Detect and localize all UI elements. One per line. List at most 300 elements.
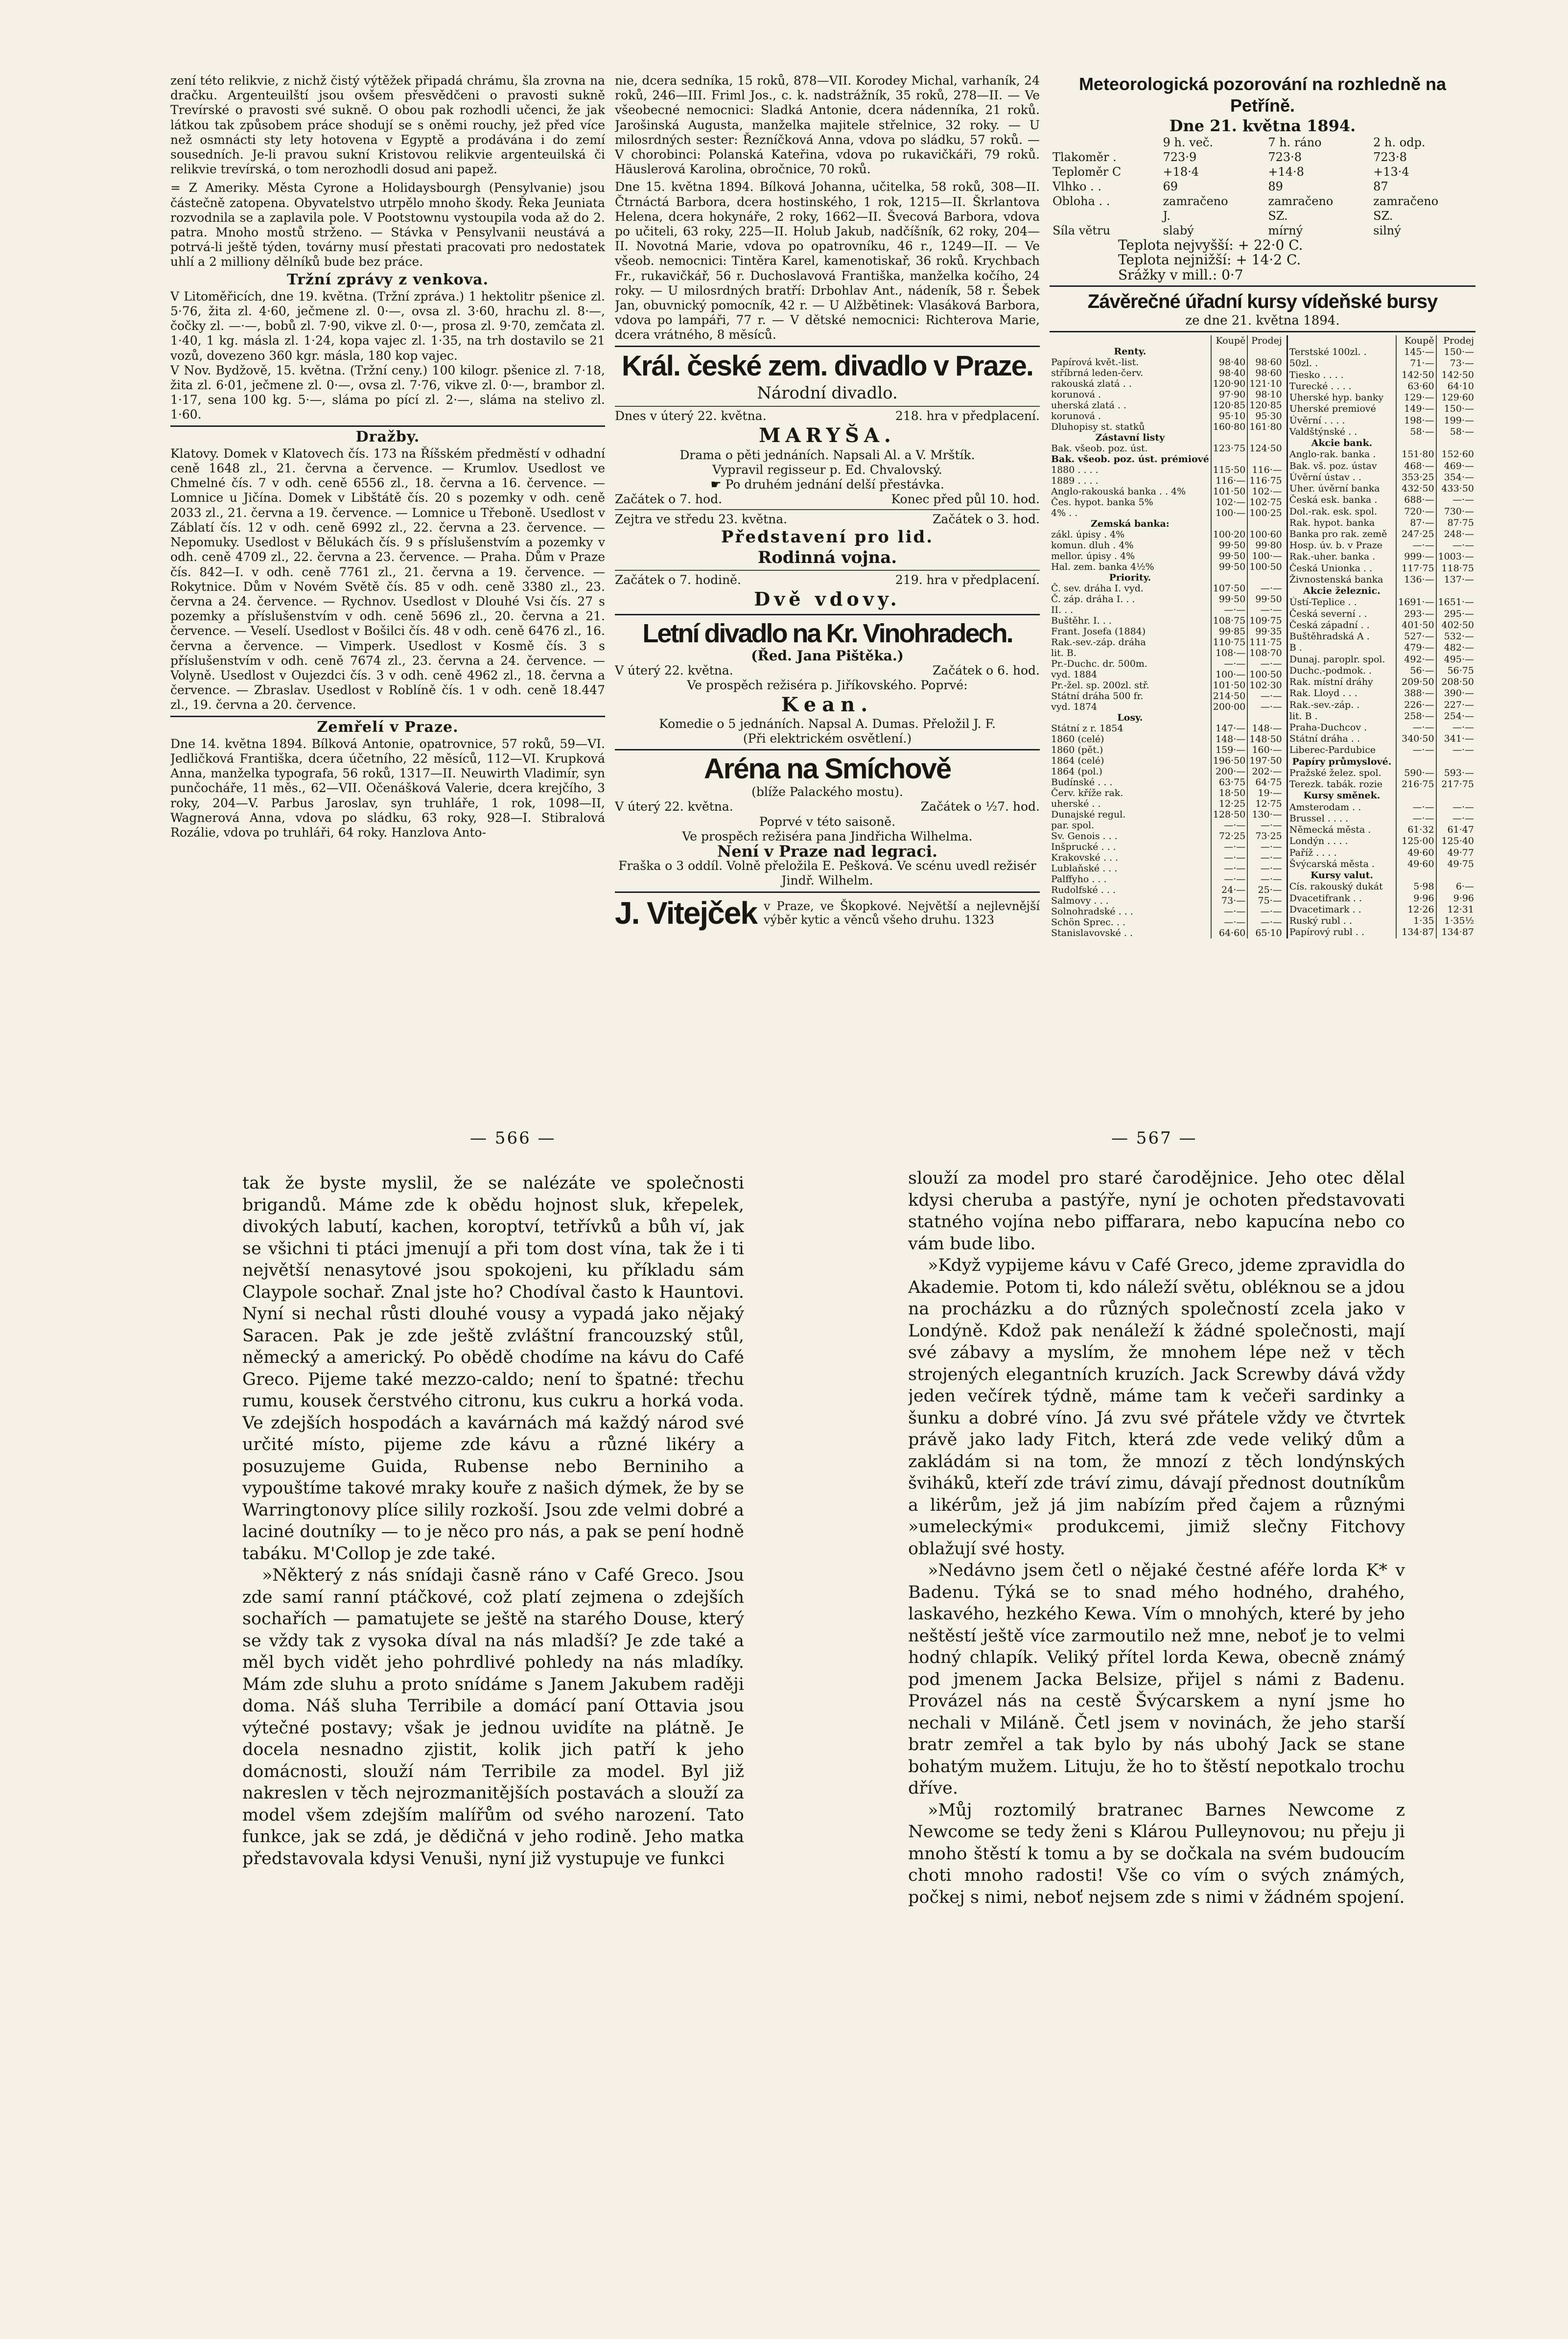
meteo-value: slabý [1163, 224, 1194, 238]
bursa-sell: 469·— [1436, 461, 1475, 472]
arena-benefit: Ve prospěch režiséra pana Jindřicha Wilhelma. [682, 829, 973, 843]
bursa-label: zákl. úpisy . 4% [1051, 529, 1125, 540]
bursa-sell: 148·50 [1247, 734, 1283, 745]
trade-bydzov: V Nov. Bydžově, 15. května. (Tržní ceny.) 100 kilogr. pšenice zl. 7·18, žita zl. 6·01, ječmene zl. 0·—, ovsa zl. 7·76, vikve zl. 0·—, brambor zl. 1·17, sena 100 kg. 5·—, sláma po pící zl. 2·—, sláma na stelivo zl. 1·60. [170, 363, 605, 422]
meteo-value: +18·4 [1163, 165, 1199, 179]
bursa-buy: 123·75 [1211, 443, 1247, 454]
bursa-row [1287, 608, 1475, 620]
bursa-sell: 148·— [1247, 723, 1283, 734]
bursa-sell: —·— [1436, 540, 1475, 551]
bursa-sell: —·— [1247, 691, 1283, 702]
bursa-sell: 100·— [1247, 551, 1283, 561]
bursa-sell: 49·75 [1436, 859, 1475, 870]
bursa-sell: —·— [1247, 658, 1283, 669]
bursa-buy: 198·— [1396, 415, 1436, 426]
summer-theatre-title: Letní divadlo na Kr. Vinohradech. [642, 619, 1012, 649]
bursa-buy: 1·35 [1396, 915, 1436, 927]
bursa-label: Česká severní . . [1289, 608, 1367, 619]
bursa-row [1287, 836, 1475, 847]
bursa-buy: 688·— [1396, 494, 1436, 506]
bursa-buy: 72·25 [1211, 831, 1247, 842]
bursa-row [1287, 665, 1475, 677]
t1-start: Začátek o 7. hod. [615, 492, 723, 507]
novel-left-page [242, 1172, 744, 2274]
bursa-row [1287, 563, 1475, 574]
bursa-label: Akcie bank. [1311, 438, 1373, 449]
bursa-sell: —·— [1436, 722, 1475, 733]
bursa-row [1050, 497, 1284, 508]
bursa-row [1287, 813, 1475, 824]
bursa-sell: 248·— [1436, 529, 1475, 540]
bursa-label: Solnohradské . . . [1051, 906, 1133, 917]
bursa-buy: —·— [1396, 745, 1436, 756]
bursa-label: Čes. hypot. banka 5% [1051, 497, 1153, 508]
column-1 [170, 73, 605, 1109]
bursa-row [1287, 347, 1475, 358]
bursa-row [1050, 389, 1284, 400]
bursa-date: ze dne 21. května 1894. [1185, 313, 1340, 328]
bursa-sell: 208·50 [1436, 677, 1475, 688]
bursa-sell: 100·50 [1247, 669, 1283, 680]
theatre-title: Král. české zem. divadlo v Praze. [622, 350, 1033, 382]
bursa-label: Inšprucké . . . [1051, 842, 1116, 853]
bursa-sell: 73·— [1436, 358, 1475, 369]
meteo-row [1050, 179, 1475, 194]
bursa-sell: 56·75 [1436, 665, 1475, 677]
bursa-buy: —·— [1211, 852, 1247, 863]
bursa-label: Dvacetifrank . . [1289, 892, 1362, 904]
bursa-sell: 12·31 [1436, 904, 1475, 915]
bursa-label: stříbrná leden-červ. [1051, 368, 1144, 379]
bursa-label: Terezk. tabák. rozie [1289, 779, 1383, 790]
bursa-sell: —·— [1247, 820, 1283, 831]
meteo-value: 89 [1268, 180, 1283, 194]
bursa-label: Schön Sprec. . . [1051, 917, 1125, 928]
bursa-sell: 402·50 [1436, 620, 1475, 631]
bursa-label: Ústí-Teplice . . [1289, 597, 1357, 608]
bursa-row [1050, 368, 1284, 378]
column-3 [1050, 73, 1475, 1109]
meteo-value: +13·4 [1373, 165, 1409, 179]
bursa-sell: 116·75 [1247, 475, 1283, 486]
bursa-sell: 124·50 [1247, 443, 1283, 454]
bursa-buy: 388·— [1396, 688, 1436, 699]
sell-header: Prodej [1247, 335, 1283, 346]
bursa-sell: 217·75 [1436, 779, 1475, 790]
bursa-buy: 99·50 [1211, 551, 1247, 561]
bursa-row [1287, 403, 1475, 415]
bursa-buy: 101·50 [1211, 680, 1247, 691]
bursa-sell: 197·50 [1247, 755, 1283, 766]
bursa-label: Kursy valut. [1310, 870, 1373, 881]
meteo-row [1050, 223, 1475, 238]
bursa-buy: 148·— [1211, 734, 1247, 745]
meteo-label: Síla větru [1053, 224, 1111, 238]
bursa-buy [1396, 870, 1436, 881]
bursa-sell: 111·75 [1247, 637, 1283, 648]
bursa-label: Rak. místní dráhy [1289, 677, 1373, 688]
bursa-label: Papírový rubl . . [1289, 927, 1364, 938]
bursa-row [1287, 438, 1475, 449]
bursa-label: vyd. 1874 [1051, 702, 1098, 713]
bursa-row [1050, 755, 1284, 766]
bursa-buy: 1691·— [1396, 597, 1436, 608]
bursa-label: lit. B. [1051, 648, 1077, 659]
bursa-label: Cís. rakouský dukát [1289, 881, 1383, 892]
bursa-buy: 98·40 [1211, 368, 1247, 378]
bursa-row [1050, 734, 1284, 745]
bursa-sell: 100·25 [1247, 508, 1283, 518]
bursa-buy: 100·— [1211, 669, 1247, 680]
bursa-sell: 390·— [1436, 688, 1475, 699]
bursa-buy: —·— [1211, 820, 1247, 831]
bursa-label: Zemská banka: [1091, 518, 1170, 530]
bursa-buy: 226·— [1396, 700, 1436, 711]
bursa-label: Rak.-uher. banka . [1289, 551, 1376, 562]
bursa-table-right [1287, 335, 1475, 938]
bursa-row [1050, 702, 1284, 712]
bursa-sell: —·— [1436, 813, 1475, 824]
bursa-label: Červ. kříže rak. [1051, 788, 1123, 799]
meteo-value: 87 [1373, 180, 1388, 194]
bursa-row [1050, 809, 1284, 820]
arena-play: Není v Praze nad legraci. [717, 842, 937, 861]
bursa-sell [1436, 585, 1475, 597]
bursa-row [1050, 486, 1284, 497]
sell-header: Prodej [1436, 335, 1475, 347]
bursa-label: Amsterodam . . [1289, 801, 1361, 813]
t1-description: Drama o pěti jednáních. Napsali Al. a V. Mrštík. [679, 447, 975, 462]
bursa-label: Hosp. úv. b. v Praze [1289, 540, 1383, 551]
bursa-row [1050, 766, 1284, 777]
bursa-sell [1247, 572, 1283, 583]
bursa-sell: 102·75 [1247, 497, 1283, 508]
bursa-label: Stanislavovské . . [1051, 928, 1133, 939]
bursa-buy: 49·60 [1396, 859, 1436, 870]
bursa-label: Uherské hyp. banky [1289, 392, 1384, 403]
bursa-table-left [1050, 335, 1284, 938]
bursa-buy: 110·75 [1211, 637, 1247, 648]
bursa-label: Dol.-rak. esk. spol. [1289, 506, 1378, 517]
novel-paragraph: »Nedávno jsem četl o nějaké čestné aféře lorda K* v Badenu. Týká se to snad mého hodného, drahého, laskavého, hezkého Kewa. Vím o mnohých, které by jeho neštěstí ještě více zarmoutilo než mne, neboť je to velmi hodný chlapík. Veliký přítel lorda Kewa, obecně známý pod jmenem Jacka Belsize, přijel s námi z Badenu. Provázel nás na cestě Švýcarskem a nyní jsme ho nechali v Miláně. Četl jsem v novinách, že jeho starší bratr zemřel a tak bylo by nás ubohý Jack se stane bohatým mužem. Lituju, že ho to štěstí nepotkalo trochu dříve. [908, 1561, 1405, 1798]
t3-number: 219. hra v předplacení. [895, 572, 1040, 587]
bursa-label: Paříž . . . . [1289, 847, 1337, 858]
bursa-label: Rak.-sev.-záp. . [1289, 699, 1360, 710]
bursa-sell [1247, 432, 1283, 443]
bursa-buy: 247·25 [1396, 529, 1436, 540]
bursa-buy: 196·50 [1211, 755, 1247, 766]
meteo-value: mírný [1268, 224, 1303, 238]
bursa-sell: 137·— [1436, 574, 1475, 585]
meteo-table [1050, 135, 1475, 238]
bursa-buy [1396, 756, 1436, 768]
bursa-label: Dunaj. paroplr. spol. [1289, 654, 1385, 665]
bursa-label: Kursy směnek. [1303, 790, 1381, 801]
bursa-label: Úvěrní ústav . . [1289, 471, 1362, 483]
bursa-sell: 64·75 [1247, 777, 1283, 788]
bursa-row [1050, 540, 1284, 551]
bursa-label: Duchc.-podmok. . [1289, 665, 1372, 676]
let-play: Kean. [781, 693, 874, 716]
bursa-buy: 61·32 [1396, 824, 1436, 836]
bursa-row [1287, 654, 1475, 665]
bursa-sell [1436, 756, 1475, 768]
bursa-sell [1436, 870, 1475, 881]
bursa-buy: 200·00 [1211, 702, 1247, 712]
bursa-label: Papíry průmyslové. [1292, 756, 1392, 767]
bursa-row [1050, 669, 1284, 680]
florist-ad [615, 896, 1040, 930]
bursa-sell: 99·50 [1247, 594, 1283, 605]
bursa-buy: 98·40 [1211, 357, 1247, 368]
bursa-buy: —·— [1396, 722, 1436, 733]
bursa-label: lit. B . [1289, 710, 1318, 722]
bursa-sell: —·— [1247, 702, 1283, 712]
bursa-label: uherské . . [1051, 798, 1101, 810]
bursa-sell: 199·— [1436, 415, 1475, 426]
bursa-sell [1436, 790, 1475, 801]
bursa-label: 1880 . . . . [1051, 465, 1099, 476]
bursa-buy [1211, 572, 1247, 583]
bursa-label: Palffyho . . . [1051, 874, 1107, 885]
bursa-sell: 202·— [1247, 766, 1283, 777]
bursa-row [1050, 615, 1284, 626]
meteo-value: 723·8 [1373, 150, 1407, 164]
bursa-label: Londýn . . . . [1289, 836, 1348, 847]
bursa-header-row [1287, 335, 1475, 347]
meteo-header: 2 h. odp. [1373, 136, 1426, 150]
bursa-sell: —·— [1436, 494, 1475, 506]
bursa-label: Bak. všeob. poz. úst. [1051, 443, 1148, 454]
bursa-label: Česká západní . . [1289, 619, 1370, 631]
bursa-buy: 87·— [1396, 517, 1436, 529]
bursa-row [1287, 494, 1475, 506]
bursa-buy: 117·75 [1396, 563, 1436, 574]
bursa-buy: 12·25 [1211, 798, 1247, 809]
bursa-label: Valdštýnské . . [1289, 426, 1357, 437]
deaths-15-may: Dne 15. května 1894. Bílková Johanna, učitelka, 58 roků, 308—II. Čtrnáctá Barbora, dcera hostinského, 1 rok, 1215—II. Škrlantova Helena, dcera hokynáře, 2 roky, 1662—II. Švecová Barbora, vdova po učiteli, 63 roky, 225—II. Holub Jakub, nadčíšník, 62 roky, 204—II. Novotná Marie, vdova po opatrovníku, 46 r., 1249—II. — Ve všeob. nemocnici: Tintěra Karel, kamenotiskař, 36 roků. Krychbach Fr., rukavičkář, 56 r. Duchoslavová Františka, manželka kočího, 24 roky. — U milosrdných bratří: Drbohlav Ant., nádeník, 58 r. Šebek Jan, obuvnický pomocník, 42 r. — U Alžbětinek: Vlasáková Barbora, vdova po lampáři, 77 r. — V dětské nemocnici: Richterova Marie, dcera vrátného, 8 měsíců. [615, 180, 1040, 342]
bursa-label: Bak. vš. poz. ústav [1289, 460, 1377, 471]
bursa-row [1287, 802, 1475, 813]
bursa-label: Česká esk. banka . [1289, 494, 1378, 506]
bursa-buy: 108·75 [1211, 615, 1247, 626]
bursa-row [1050, 465, 1284, 475]
bursa-sell: 150·— [1436, 347, 1475, 358]
bursa-label: Renty. [1114, 346, 1147, 357]
bursa-sell: 121·10 [1247, 378, 1283, 389]
t2-play: Rodinná vojna. [757, 547, 897, 567]
bursa-sell: —·— [1247, 583, 1283, 594]
t3-play: Dvě vdovy. [754, 588, 901, 610]
bursa-buy: 100·— [1211, 508, 1247, 518]
bursa-label: B . [1289, 642, 1302, 654]
bursa-label: Státní z r. 1854 [1051, 723, 1123, 734]
bursa-buy: 71·— [1396, 358, 1436, 369]
bursa-buy: —·— [1396, 813, 1436, 824]
bursa-sell [1247, 712, 1283, 723]
bursa-sell: 254·— [1436, 711, 1475, 722]
bursa-buy: 108·— [1211, 648, 1247, 658]
bursa-row [1287, 688, 1475, 699]
florist-name: J. Vitejček [615, 895, 757, 931]
bursa-buy: 293·— [1396, 608, 1436, 620]
bursa-buy: 115·50 [1211, 465, 1247, 475]
meteo-row [1050, 194, 1475, 209]
bursa-buy: 401·50 [1396, 620, 1436, 631]
divider [170, 716, 605, 717]
bursa-row [1050, 421, 1284, 432]
bursa-buy: 49·60 [1396, 847, 1436, 859]
t1-end: Konec před půl 10. hod. [891, 492, 1040, 507]
bursa-buy: 720·— [1396, 506, 1436, 517]
bursa-label: Pr.-Duchc. dr. 500m. [1051, 658, 1147, 670]
bursa-row [1287, 915, 1475, 927]
bursa-row [1287, 790, 1475, 801]
bursa-sell: 118·75 [1436, 563, 1475, 574]
bursa-label: Hal. zem. banka 4½% [1051, 561, 1154, 573]
meteo-date: Dne 21. května 1894. [1169, 117, 1356, 135]
bursa-row [1287, 415, 1475, 426]
buy-header: Koupě [1396, 335, 1436, 347]
bursa-row [1050, 561, 1284, 572]
bursa-label: Dvacetimark . . [1289, 904, 1361, 915]
arena-first-performance: Poprvé v této saisoně. [759, 814, 896, 829]
bursa-sell: 1·35½ [1436, 915, 1475, 927]
bursa-label: Živnostenská banka [1289, 574, 1383, 585]
bursa-label: Č. sev. dráha I. vyd. [1051, 583, 1144, 594]
novel-paragraph: slouží za model pro staré čarodějnice. Jeho otec dělal kdysi cheruba a pastýře, nyní je ochoten představovati statného vojína nebo piffarara, nebo kapucína nebo co vám bude libo. [908, 1169, 1405, 1254]
meteo-value: J. [1163, 209, 1170, 223]
bursa-header-row [1050, 335, 1284, 346]
arena-title: Aréna na Smíchově [703, 753, 951, 785]
bursa-buy: 147·— [1211, 723, 1247, 734]
bursa-label: Liberec-Pardubice [1289, 745, 1376, 756]
bursa-row [1050, 637, 1284, 648]
bursa-label: Tiesko . . . . [1289, 369, 1344, 380]
novel-paragraph: »Když vypijeme kávu v Café Greco, jdeme zpravidla do Akademie. Potom ti, kdo náleží světu, obléknou se a jdou na procházku a do různých společností zcela jako v Londýně. Kdož pak nenáleží k žádné společnosti, mají své zábavy a myslím, že mnohem lépe než v těch strojených elegantních kruzích. Jack Screwby dává vždy jeden večírek týdně, máme tam k večeři sardinky a šunku a dobré víno. Já zvu své přátele vždy ve čtvrtek právě jako lady Fitch, která zde vede veliký dům a zakládám si na tom, že mnozí z těch londýnských šviháků, kteří zde tráví zimu, dávají přednost doutníkům a likérům, jež já jim nabízím před čajem a různými »umeleckými« produkcemi, jimiž slečny Fitchovy oblažují své hosty. [908, 1256, 1405, 1559]
bursa-row [1050, 906, 1284, 917]
relic-article: zení této relikvie, z nichž čistý výtěžek připadá chrámu, šla zrovna na dračku. Argenteuilští jsou ovšem přesvědčeni o pravosti sukně Trevírské o pravosti své sukně. O obou pak rozhodli učenci, že jak látkou tak způsobem práce shodují se s oněmi rouchy, jež před více než osmnácti sty lety hotovena v Egyptě a prodávána i do zemí sousedních. Je-li pravou sukní Kristovou relikvie argenteuilská či relikvie trevírská, o tom nerozhodli dosud ani papež. [170, 73, 605, 177]
bursa-row [1050, 346, 1284, 357]
divider [615, 509, 1040, 510]
meteo-row [1050, 150, 1475, 164]
bursa-label: Státní dráha 500 fr. [1051, 691, 1144, 702]
bursa-buy: 116·— [1211, 475, 1247, 486]
bursa-buy: 151·80 [1396, 449, 1436, 460]
bursa-label: 1864 (celé) [1051, 755, 1104, 767]
bursa-buy: —·— [1211, 863, 1247, 874]
bursa-label: Státní dráha . . [1289, 733, 1360, 745]
bursa-row [1287, 574, 1475, 585]
bursa-buy [1211, 346, 1247, 357]
bursa-sell: 25·— [1247, 885, 1283, 895]
bursa-label: Švýcarská města . [1289, 858, 1375, 869]
bursa-row [1287, 881, 1475, 892]
bursa-row [1287, 392, 1475, 403]
buy-header: Koupě [1211, 335, 1247, 346]
bursa-sell: 120·85 [1247, 400, 1283, 411]
bursa-buy: 590·— [1396, 768, 1436, 779]
bursa-buy: 64·60 [1211, 928, 1247, 938]
bursa-row [1287, 358, 1475, 369]
bursa-sell: 6·— [1436, 881, 1475, 892]
bursa-row [1287, 722, 1475, 733]
divider [1050, 331, 1475, 332]
bursa-buy: 136·— [1396, 574, 1436, 585]
bursa-row [1050, 583, 1284, 594]
bursa-buy [1211, 454, 1247, 465]
bursa-label: Lublaňské . . . [1051, 863, 1118, 874]
meteo-header: 9 h. več. [1163, 136, 1213, 150]
bursa-sell: 142·50 [1436, 370, 1475, 381]
bursa-buy: 100·20 [1211, 529, 1247, 540]
bursa-row [1287, 551, 1475, 562]
bursa-sell [1436, 438, 1475, 449]
bursa-buy: 56·— [1396, 665, 1436, 677]
divider [615, 346, 1040, 347]
meteo-label: Teploměr C [1053, 165, 1122, 179]
meteo-label: Vlhko . . [1053, 180, 1101, 194]
right-page-number: — 567 — [1111, 1128, 1197, 1148]
bursa-label: 50zl. . [1289, 358, 1318, 369]
bursa-sell: —·— [1436, 745, 1475, 756]
bursa-sell: —·— [1247, 917, 1283, 928]
bursa-buy: 142·50 [1396, 370, 1436, 381]
bursa-sell: —·— [1247, 852, 1283, 863]
trade-litomerice: V Litoměřicích, dne 19. května. (Tržní zpráva.) 1 hektolitr pšenice zl. 5·76, žita zl. 4·60, ječmene zl. 0·—, ovsa zl. 3·60, hrachu zl. 8·—, čočky zl. —·—, bobů zl. 7·90, vikve zl. 0·—, prosa zl. 9·70, zemčata zl. 1·40, 1 kg. másla zl. 1·24, kopa vajec zl. 1·35, na trh dostavilo se 21 vozů, dovezeno 360 kgr. másla, 180 kop vajec. [170, 289, 605, 363]
bursa-label: Banka pro rak. země [1289, 529, 1387, 539]
bursa-buy: 125·00 [1396, 836, 1436, 847]
novel-paragraph: tak že byste myslil, že se nalézáte ve společnosti brigandů. Máme zde k obědu hojnost sluk, křepelek, divokých labutí, kachen, koroptví, tetřívků a bůh ví, jak se všichni ti ptáci jmenují a při tom dost vína, tak že i ti největší nenasytové jsou spokojeni, ku příkladu sám Claypole sochař. Znal jste ho? Chodíval často k Hauntovi. Nyní si nechal růsti dlouhé vousy a vypadá jako nějaký Saracen. Pak je zde ještě zvláštní francouzský stůl, německý a americký. Po obědě chodíme na kávu do Café Greco. Pijeme také mezzo-caldo; není to špatné: třechu rumu, kousek čerstvého citronu, kus cukru a horká voda. Ve zdejších hospodách a kavárnách má každý národ své určité místo, pijeme zde kávu a různé likéry a posuzujeme Guida, Rubense nebo Berniniho a vypouštíme takové mraky kouře z našich dýmek, že by se Warringtonovy plíce silily rozkoší. Jsou zde velmi dobré a laciné doutníky — to je něco pro nás, a pak se pení hodně tabáku. M'Collop je zde také. [242, 1173, 744, 1564]
bursa-buy: 128·50 [1211, 809, 1247, 820]
bursa-label: Losy. [1117, 712, 1143, 724]
bursa-sell: 341·— [1436, 733, 1475, 745]
bursa-row [1287, 677, 1475, 688]
bursa-label: Krakovské . . . [1051, 852, 1119, 864]
bursa-label: Česká Unionka . . [1289, 562, 1373, 574]
let-lighting: (Při elektrickém osvětlení.) [743, 731, 912, 746]
bursa-buy: 159·— [1211, 745, 1247, 755]
bursa-sell: 49·77 [1436, 847, 1475, 859]
bursa-buy [1211, 518, 1247, 529]
bursa-row [1050, 411, 1284, 421]
bursa-sell: 482·— [1436, 642, 1475, 654]
bursa-sell: 152·60 [1436, 449, 1475, 460]
let-benefit: Ve prospěch režiséra p. Jiříkovského. Poprvé: [687, 678, 968, 693]
bursa-sell: 354·— [1436, 472, 1475, 483]
divider [170, 425, 605, 427]
divider [1050, 285, 1475, 287]
bursa-row [1287, 631, 1475, 642]
bursa-label: Frant. Josefa (1884) [1051, 626, 1146, 637]
bursa-sell: 58·— [1436, 426, 1475, 438]
bursa-label: Ruský rubl . . [1289, 915, 1353, 926]
bursa-buy: 432·50 [1396, 483, 1436, 494]
bursa-buy: 216·75 [1396, 779, 1436, 790]
bursa-buy: —·— [1211, 605, 1247, 615]
bursa-sell: 98·60 [1247, 357, 1283, 368]
bursa-label: 1889 . . . . [1051, 475, 1099, 487]
deaths-continued: nie, dcera sedníka, 15 roků, 878—VII. Korodey Michal, varhaník, 24 roků, 246—III. Friml Jos., c. k. nadstrážník, 35 roků, 278—II. — Ve všeobecné nemocnici: Sladká Antonie, dcera nádenníka, 21 roků. Jarošinská Augusta, manželka majitele střelnice, 32 roky. — U milosrdných sester: Řezníčková Anna, vdova po sládku, 57 roků. — V chorobinci: Polanská Kateřina, vdova po rukavičkáři, 79 roků. Häuslerová Karolina, obročnice, 70 roků. [615, 73, 1040, 177]
meteo-label [1050, 209, 1160, 223]
bursa-row [1287, 449, 1475, 460]
bursa-sell: 99·80 [1247, 540, 1283, 551]
bursa-buy: 479·— [1396, 642, 1436, 654]
bursa-row [1050, 798, 1284, 809]
bursa-buy [1396, 790, 1436, 801]
bursa-buy: 102·— [1211, 497, 1247, 508]
bursa-sell: 730·— [1436, 506, 1475, 517]
